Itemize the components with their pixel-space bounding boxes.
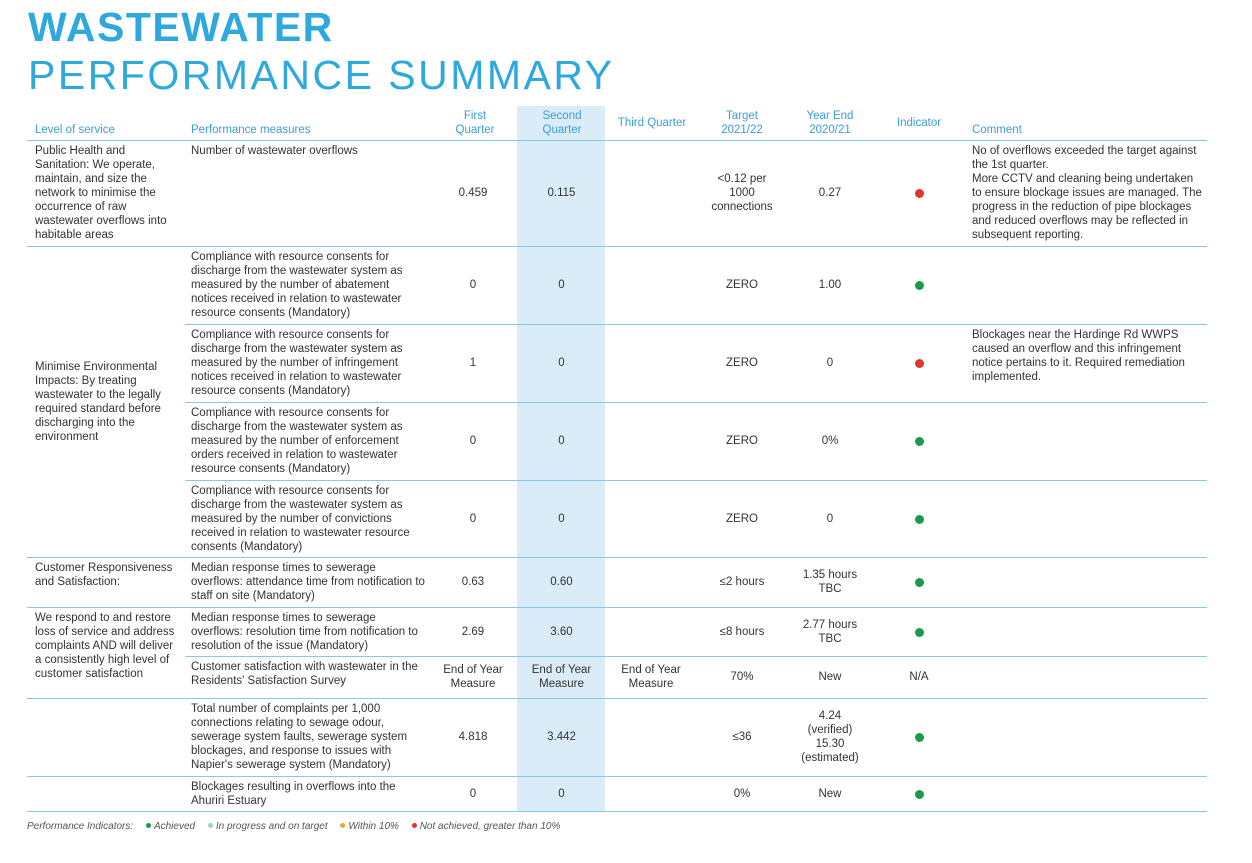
q1-cell: 0.459 bbox=[458, 187, 488, 199]
year-end-column-cell bbox=[795, 246, 865, 324]
legend-achieved-dot bbox=[146, 823, 151, 828]
row-rule bbox=[185, 480, 1207, 481]
q2-cell: 0.60 bbox=[550, 576, 573, 588]
q3-column-cell bbox=[612, 324, 690, 402]
title-performance-summary: PERFORMANCE SUMMARY bbox=[28, 52, 615, 98]
target-cell: ZERO bbox=[726, 435, 758, 447]
year-end-column-cell bbox=[795, 656, 865, 698]
q1-cell: 0.63 bbox=[461, 576, 485, 588]
q2-column-cell bbox=[524, 140, 599, 246]
measure-cell: Compliance with resource consents for discharge from the wastewater system as measured by the number of convictions received in relation to wastewater resource consents (Mandatory) bbox=[191, 485, 410, 553]
q1-cell: 4.818 bbox=[458, 731, 488, 743]
q2-cell: 0 bbox=[558, 357, 565, 369]
header-first-quarter: First Quarter bbox=[455, 110, 495, 136]
measure-cell: Total number of complaints per 1,000 connections relating to sewage odour, sewerage system faults, sewerage system blockages, and response to issues with Napier's sewerage system (Mandatory) bbox=[191, 703, 408, 771]
q2-cell: 0 bbox=[558, 787, 565, 800]
level-public-health: Public Health and Sanitation: We operate, maintain, and size the network to minimise the occurrence of raw wastewater overflows into habitable areas bbox=[35, 145, 167, 241]
header-third-quarter: Third Quarter bbox=[617, 117, 687, 129]
year-end-cell: 4.24 (verified) 15.30 (estimated) bbox=[801, 710, 859, 764]
q2-column-cell bbox=[524, 324, 599, 402]
year-end-column-cell bbox=[795, 140, 865, 246]
q3-column-cell bbox=[612, 480, 690, 557]
header-comment: Comment bbox=[972, 124, 1022, 136]
q1-cell: 0 bbox=[469, 512, 477, 525]
measure-cell: Compliance with resource consents for discharge from the wastewater system as measured by the number of enforcement orders received in relation to wastewater resource consents (Mandatory) bbox=[191, 407, 403, 475]
target-column-cell bbox=[705, 698, 779, 776]
q2-cell: 3.60 bbox=[550, 625, 573, 638]
q2-column-cell bbox=[524, 402, 599, 480]
year-end-cell: 0% bbox=[821, 435, 839, 447]
year-end-cell: 0 bbox=[826, 357, 834, 369]
level-customer-responsiveness: Customer Responsiveness and Satisfaction: bbox=[35, 562, 173, 588]
target-cell: ≤36 bbox=[732, 731, 752, 743]
q3-column-cell bbox=[612, 140, 690, 246]
measure-cell: Compliance with resource consents for discharge from the wastewater system as measured by the number of infringement notices received in relation to wastewater resource consents (Mandatory) bbox=[191, 329, 403, 397]
q2-cell: 0 bbox=[558, 512, 565, 525]
q3-column-cell bbox=[612, 698, 690, 776]
indicator-not-achieved-dot bbox=[915, 359, 924, 368]
q2-column-cell bbox=[524, 246, 599, 324]
q1-column-cell bbox=[437, 402, 509, 480]
target-cell: <0.12 per 1000 connections bbox=[711, 173, 773, 213]
year-end-column-cell bbox=[795, 557, 865, 607]
year-end-column-cell bbox=[795, 402, 865, 480]
q2-column-cell bbox=[524, 557, 599, 607]
year-end-cell: 0 bbox=[826, 512, 834, 525]
performance-table bbox=[27, 106, 1207, 813]
target-column-cell bbox=[705, 480, 779, 557]
q2-cell: 3.442 bbox=[547, 731, 576, 743]
year-end-cell: New bbox=[818, 787, 842, 800]
target-cell: ≤8 hours bbox=[719, 625, 765, 638]
target-cell: ZERO bbox=[726, 279, 758, 291]
legend-within-dot bbox=[340, 823, 345, 828]
q1-column-cell bbox=[437, 776, 509, 811]
header-level-of-service: Level of service bbox=[35, 124, 115, 136]
row-rule bbox=[185, 402, 1207, 403]
q1-column-cell bbox=[437, 607, 509, 656]
q1-column-cell bbox=[437, 557, 509, 607]
year-end-column-cell bbox=[795, 698, 865, 776]
legend-in-progress: In progress and on target bbox=[215, 821, 328, 832]
target-cell: ZERO bbox=[726, 512, 758, 525]
measure-cell: Number of wastewater overflows bbox=[191, 145, 358, 157]
q1-cell: End of Year Measure bbox=[443, 664, 503, 690]
header-second-quarter: Second Quarter bbox=[542, 110, 582, 136]
target-column-cell bbox=[705, 402, 779, 480]
title-wastewater: WASTEWATER bbox=[28, 4, 334, 50]
legend bbox=[27, 821, 564, 832]
indicator-achieved-dot bbox=[915, 515, 924, 524]
legend-not-achieved-dot bbox=[412, 823, 417, 828]
target-column-cell bbox=[705, 607, 779, 656]
q2-column-cell bbox=[524, 656, 599, 698]
q3-cell: End of Year Measure bbox=[621, 664, 681, 690]
comment-cell: Blockages near the Hardinge Rd WWPS caused an overflow and this infringement notice pertains to it. Required remediation implemented. bbox=[972, 329, 1185, 383]
indicator-achieved-dot bbox=[915, 578, 924, 587]
q1-column-cell bbox=[437, 246, 509, 324]
q2-column-cell bbox=[524, 776, 599, 811]
indicator-achieved-dot bbox=[915, 281, 924, 290]
q2-cell: 0.115 bbox=[547, 187, 576, 199]
q1-cell: 0 bbox=[469, 279, 477, 291]
q2-column-cell bbox=[524, 480, 599, 557]
q2-cell: 0 bbox=[558, 279, 565, 291]
q2-cell: End of Year Measure bbox=[531, 664, 592, 690]
year-end-column-cell bbox=[795, 324, 865, 402]
q1-column-cell bbox=[437, 698, 509, 776]
q2-column-cell bbox=[524, 607, 599, 656]
comment-cell: No of overflows exceeded the target against the 1st quarter. More CCTV and cleaning being undertaken to ensure blockage issues are managed. The progress in the reduction of pipe blockages and reduced overflows may be reflected in subsequent reporting. bbox=[972, 145, 1202, 241]
q1-cell: 1 bbox=[469, 357, 477, 369]
measure-cell: Median response times to sewerage overflows: attendance time from notification to staff on site (Mandatory) bbox=[191, 562, 425, 602]
year-end-column-cell bbox=[795, 480, 865, 557]
target-column-cell bbox=[705, 776, 779, 811]
q3-column-cell bbox=[612, 557, 690, 607]
year-end-cell: 2.77 hours TBC bbox=[802, 618, 858, 645]
target-column-cell bbox=[705, 324, 779, 402]
header-performance-measures: Performance measures bbox=[191, 124, 311, 136]
q1-cell: 0 bbox=[469, 787, 477, 800]
q3-column-cell bbox=[612, 656, 690, 698]
row-rule bbox=[185, 324, 1207, 325]
target-column-cell bbox=[705, 140, 779, 246]
level-environment: Minimise Environmental Impacts: By treating wastewater to the legally required standard before discharging into the environment bbox=[35, 361, 161, 443]
indicator-achieved-dot bbox=[915, 790, 924, 799]
measure-cell: Customer satisfaction with wastewater in the Residents' Satisfaction Survey bbox=[191, 661, 418, 687]
legend-not-achieved: Not achieved, greater than 10% bbox=[419, 821, 561, 832]
q3-column-cell bbox=[612, 402, 690, 480]
legend-in-progress-dot bbox=[208, 823, 213, 828]
indicator-achieved-dot bbox=[915, 437, 924, 446]
header-target: Target 2021/22 bbox=[721, 110, 763, 136]
legend-label: Performance Indicators: bbox=[27, 821, 134, 832]
measure-cell: Median response times to sewerage overflows: resolution time from notification to resolution of the issue (Mandatory) bbox=[191, 612, 418, 652]
indicator-achieved-dot bbox=[915, 733, 924, 742]
legend-within: Within 10% bbox=[348, 821, 399, 832]
header-indicator: Indicator bbox=[896, 117, 942, 129]
level-customer-service: We respond to and restore loss of service and address complaints AND will deliver a consistently high level of customer satisfaction bbox=[35, 612, 175, 680]
q1-cell: 0 bbox=[469, 435, 477, 447]
row-rule bbox=[185, 656, 1207, 657]
target-cell: 0% bbox=[733, 787, 751, 800]
year-end-cell: 1.35 hours TBC bbox=[802, 569, 858, 595]
table-bottom-rule bbox=[27, 811, 1207, 812]
target-cell: ≤2 hours bbox=[719, 576, 765, 588]
q2-column-cell bbox=[524, 698, 599, 776]
target-column-cell bbox=[705, 656, 779, 698]
q1-column-cell bbox=[437, 324, 509, 402]
indicator-not-achieved-dot bbox=[915, 189, 924, 198]
indicator-text: N/A bbox=[909, 671, 929, 683]
year-end-cell: New bbox=[818, 671, 842, 683]
year-end-column-cell bbox=[795, 776, 865, 811]
q1-cell: 2.69 bbox=[461, 625, 485, 638]
q1-column-cell bbox=[437, 140, 509, 246]
target-cell: 70% bbox=[730, 671, 754, 683]
target-cell: ZERO bbox=[726, 357, 758, 369]
measure-cell: Blockages resulting in overflows into the Ahuriri Estuary bbox=[191, 781, 396, 807]
q1-column-cell bbox=[437, 656, 509, 698]
year-end-cell: 0.27 bbox=[818, 187, 842, 199]
year-end-cell: 1.00 bbox=[818, 279, 842, 291]
legend-achieved: Achieved bbox=[153, 821, 196, 832]
indicator-achieved-dot bbox=[915, 628, 924, 637]
q1-column-cell bbox=[437, 480, 509, 557]
q3-column-cell bbox=[612, 607, 690, 656]
year-end-column-cell bbox=[795, 607, 865, 656]
q2-cell: 0 bbox=[558, 435, 565, 447]
target-column-cell bbox=[705, 557, 779, 607]
q3-column-cell bbox=[612, 776, 690, 811]
measure-cell: Compliance with resource consents for discharge from the wastewater system as measured by the number of abatement notices received in relation to wastewater resource consents (Mandatory) bbox=[191, 251, 403, 319]
header-year-end: Year End 2020/21 bbox=[806, 110, 854, 136]
q3-column-cell bbox=[612, 246, 690, 324]
target-column-cell bbox=[705, 246, 779, 324]
